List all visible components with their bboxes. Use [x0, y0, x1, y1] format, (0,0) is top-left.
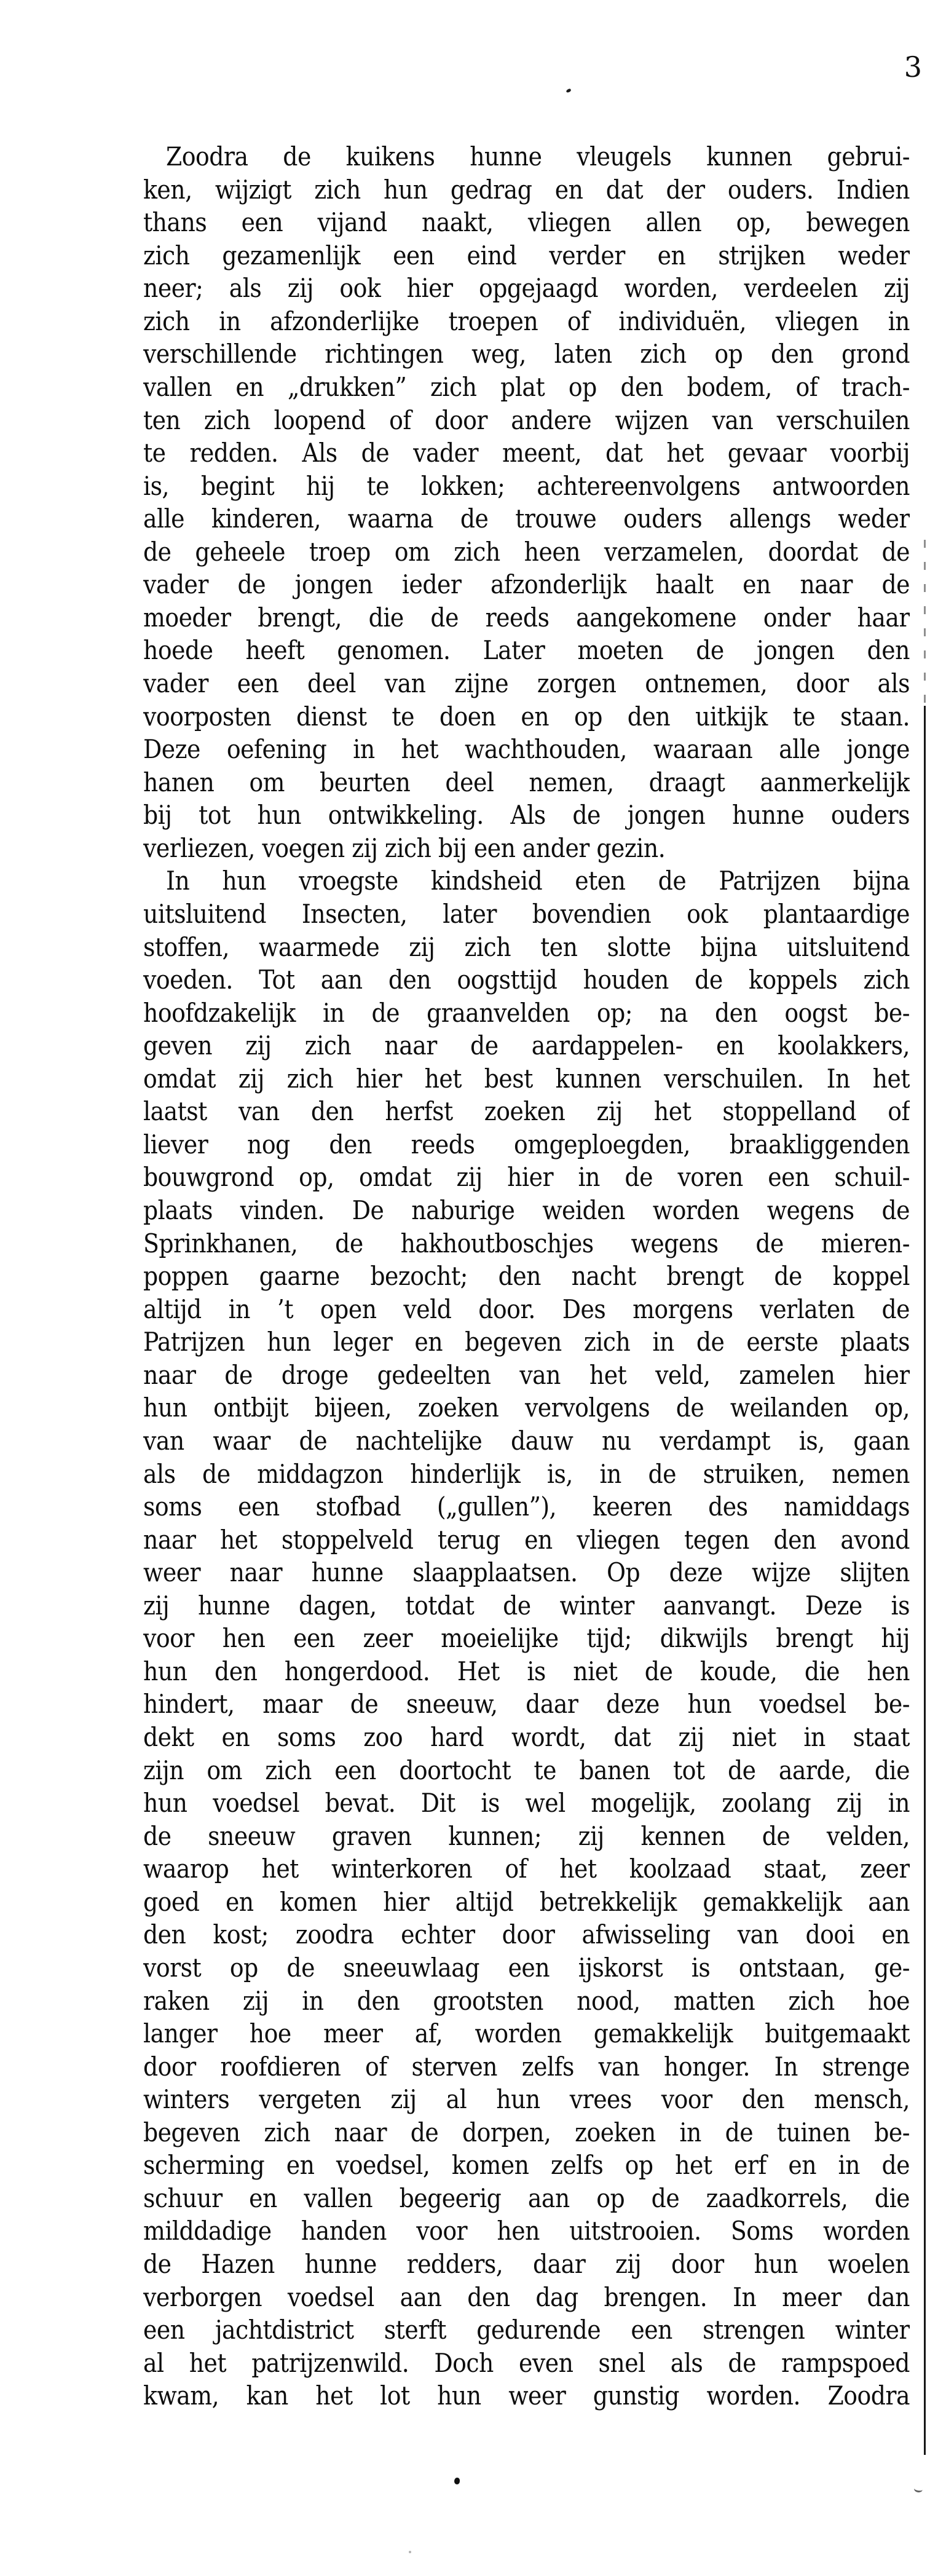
text-line: hanen om beurten deel nemen, draagt aanmerkelijk: [143, 767, 910, 797]
text-line: Zoodra de kuikens hunne vleugels kunnen gebrui-: [166, 141, 910, 172]
text-line: zij hunne dagen, totdat de winter aanvangt. Deze is: [143, 1590, 910, 1621]
text-line: uitsluitend Insecten, later bovendien ook plantaardige: [143, 898, 910, 929]
text-line: verborgen voedsel aan den dag brengen. In meer dan: [143, 2282, 910, 2312]
text-line: thans een vijand naakt, vliegen allen op, bewegen: [143, 207, 910, 238]
scan-artifact-speck-faint: [409, 2551, 411, 2553]
text-line: hindert, maar de sneeuw, daar deze hun voedsel be-: [143, 1689, 910, 1720]
text-line: langer hoe meer af, worden gemakkelijk buitgemaakt: [143, 2018, 910, 2049]
text-line: alle kinderen, waarna de trouwe ouders allengs weder: [143, 504, 910, 534]
text-line: hoede heeft genomen. Later moeten de jongen den: [143, 635, 910, 666]
text-line: de sneeuw graven kunnen; zij kennen de velden,: [143, 1820, 910, 1851]
text-line: verschillende richtingen weg, laten zich op den grond: [143, 339, 910, 369]
text-line: van waar de nachtelijke dauw nu verdampt is, gaan: [143, 1425, 910, 1456]
scan-artifact-vline-dashed: [924, 540, 926, 707]
text-line: laatst van den herfst zoeken zij het stoppelland of: [143, 1096, 910, 1127]
scan-artifact-speck-top: [566, 89, 571, 93]
text-line: schuur en vallen begeerig aan op de zaadkorrels, die: [143, 2183, 910, 2213]
text-line: al het patrijzenwild. Doch even snel als de rampspoed: [143, 2347, 910, 2378]
text-line: vallen en „drukken” zich plat op den bodem, of trach-: [143, 371, 910, 402]
text-line: neer; als zij ook hier opgejaagd worden, verdeelen zij: [143, 273, 910, 304]
text-line: vorst op de sneeuwlaag een ijskorst is ontstaan, ge-: [143, 1952, 910, 1983]
text-line: geven zij zich naar de aardappelen- en koolakkers,: [143, 1030, 910, 1061]
text-line: zich gezamenlijk een eind verder en strijken weder: [143, 240, 910, 271]
text-line: de geheele troep om zich heen verzamelen, doordat de: [143, 536, 910, 567]
text-line: den kost; zoodra echter door afwisseling van dooi en: [143, 1919, 910, 1950]
text-line: begeven zich naar de dorpen, zoeken in de tuinen be-: [143, 2117, 910, 2147]
text-line: ken, wijzigt zich hun gedrag en dat der ouders. Indien: [143, 174, 910, 205]
text-line: Sprinkhanen, de hakhoutboschjes wegens de mieren-: [143, 1228, 910, 1258]
text-line: soms een stofbad („gullen”), keeren des namiddags: [143, 1491, 910, 1522]
text-line: de Hazen hunne redders, daar zij door hun woelen: [143, 2249, 910, 2279]
text-line: hun den hongerdood. Het is niet de koude, die hen: [143, 1656, 910, 1686]
text-line: dekt en soms zoo hard wordt, dat zij niet in staat: [143, 1722, 910, 1752]
text-line: goed en komen hier altijd betrekkelijk gemakkelijk aan: [143, 1886, 910, 1917]
text-line: door roofdieren of sterven zelfs van honger. In strenge: [143, 2051, 910, 2082]
text-line: altijd in ’t open veld door. Des morgens verlaten de: [143, 1294, 910, 1324]
text-line: hun voedsel bevat. Dit is wel mogelijk, zoolang zij in: [143, 1788, 910, 1819]
text-line: zich in afzonderlijke troepen of individuën, vliegen in: [143, 306, 910, 336]
text-line: scherming en voedsel, komen zelfs op het erf en in de: [143, 2150, 910, 2181]
text-line: moeder brengt, die de reeds aangekomene onder haar: [143, 602, 910, 633]
text-line: winters vergeten zij al hun vrees voor den mensch,: [143, 2084, 910, 2115]
text-line: In hun vroegste kindsheid eten de Patrijzen bijna: [166, 866, 910, 896]
text-line: bouwgrond op, omdat zij hier in de voren een schuil-: [143, 1162, 910, 1193]
page-number: 3: [904, 50, 922, 84]
text-line: voeden. Tot aan den oogsttijd houden de koppels zich: [143, 965, 910, 995]
text-line: is, begint hij te lokken; achtereenvolgens antwoorden: [143, 470, 910, 501]
text-line: voorposten dienst te doen en op den uitkijk te staan.: [143, 701, 910, 732]
text-line: een jachtdistrict sterft gedurende een strengen winter: [143, 2315, 910, 2345]
body-text: [143, 140, 910, 2412]
text-line: naar de droge gedeelten van het veld, zamelen hier: [143, 1359, 910, 1390]
text-line: waarop het winterkoren of het koolzaad staat, zeer: [143, 1854, 910, 1884]
paragraph: [143, 864, 910, 2412]
text-line: weer naar hunne slaapplaatsen. Op deze wijze slijten: [143, 1557, 910, 1588]
text-line: kwam, kan het lot hun weer gunstig worden. Zoodra: [143, 2380, 910, 2411]
text-line: verliezen, voegen zij zich bij een ander gezin.: [143, 832, 666, 863]
scan-artifact-vline-solid: [924, 706, 926, 2455]
text-line: ten zich loopend of door andere wijzen van verschuilen: [143, 405, 910, 435]
text-line: plaats vinden. De naburige weiden worden wegens de: [143, 1195, 910, 1225]
text-line: naar het stoppelveld terug en vliegen tegen den avond: [143, 1524, 910, 1555]
text-line: als de middagzon hinderlijk is, in de struiken, nemen: [143, 1458, 910, 1489]
text-line: hoofdzakelijk in de graanvelden op; na den oogst be-: [143, 997, 910, 1028]
scan-artifact-speck-bottom: [454, 2478, 460, 2484]
scan-artifact-speck-right: [913, 2485, 923, 2493]
text-line: milddadige handen voor hen uitstrooien. Soms worden: [143, 2216, 910, 2246]
text-line: poppen gaarne bezocht; den nacht brengt de koppel: [143, 1261, 910, 1292]
text-line: Deze oefening in het wachthouden, waaraan alle jonge: [143, 734, 910, 765]
text-line: Patrijzen hun leger en begeven zich in de eerste plaats: [143, 1327, 910, 1357]
text-line: vader de jongen ieder afzonderlijk haalt en naar de: [143, 569, 910, 600]
text-line: hun ontbijt bijeen, zoeken vervolgens de weilanden op,: [143, 1393, 910, 1423]
text-line: vader een deel van zijne zorgen ontnemen, door als: [143, 668, 910, 698]
text-line: te redden. Als de vader meent, dat het gevaar voorbij: [143, 438, 910, 468]
text-line: zijn om zich een doortocht te banen tot de aarde, die: [143, 1755, 910, 1785]
text-line: raken zij in den grootsten nood, matten zich hoe: [143, 1985, 910, 2016]
text-line: bij tot hun ontwikkeling. Als de jongen hunne ouders: [143, 800, 910, 831]
text-line: stoffen, waarmede zij zich ten slotte bijna uitsluitend: [143, 931, 910, 962]
paragraph: [143, 140, 910, 864]
text-line: voor hen een zeer moeielijke tijd; dikwijls brengt hij: [143, 1623, 910, 1654]
text-line: liever nog den reeds omgeploegden, braakliggenden: [143, 1129, 910, 1160]
text-line: omdat zij zich hier het best kunnen verschuilen. In het: [143, 1063, 910, 1094]
